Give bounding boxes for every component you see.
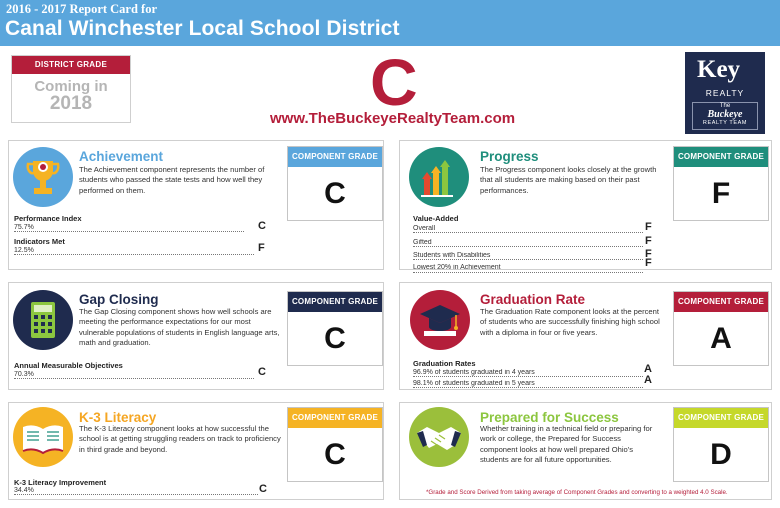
growth-chart-icon bbox=[409, 147, 469, 207]
graduation-grade-label: COMPONENT GRADE bbox=[674, 292, 768, 312]
graduation-grade-box bbox=[673, 291, 769, 366]
literacy-improvement-title: K-3 Literacy Improvement bbox=[14, 478, 107, 487]
literacy-grade-label: COMPONENT GRADE bbox=[288, 408, 382, 428]
prepared-section bbox=[399, 402, 772, 500]
district-grade-coming: Coming in bbox=[34, 78, 108, 95]
amo-title: Annual Measurable Objectives bbox=[14, 361, 123, 370]
value-added-overall-grade: F bbox=[645, 221, 652, 233]
district-grade-label: DISTRICT GRADE bbox=[12, 56, 130, 74]
literacy-grade-box bbox=[287, 407, 383, 482]
literacy-grade: C bbox=[324, 438, 346, 471]
graduation-4yr-grade: A bbox=[644, 363, 652, 375]
literacy-improvement-value: 34.4% bbox=[14, 487, 258, 495]
logo-realty-text: REALTY bbox=[705, 88, 745, 98]
achievement-title: Achievement bbox=[79, 149, 164, 164]
gap-closing-grade-label: COMPONENT GRADE bbox=[288, 292, 382, 312]
value-added-disabilities-grade: F bbox=[645, 248, 652, 260]
value-added-lowest20-grade: F bbox=[645, 257, 652, 269]
overall-grade: C bbox=[370, 45, 418, 119]
gap-closing-grade-box bbox=[287, 291, 383, 366]
indicators-met-value: 12.5% bbox=[14, 247, 254, 255]
value-added-lowest20: Lowest 20% in Achievement bbox=[413, 264, 643, 273]
footnote: *Grade and Score Derived from taking average of Component Grades and converting to a weighted 4.0 Scale. bbox=[426, 489, 728, 496]
perf-index-value: 75.7% bbox=[14, 224, 244, 232]
gap-closing-section bbox=[8, 282, 384, 390]
district-name: Canal Winchester Local School District bbox=[5, 17, 400, 40]
prepared-desc: Whether training in a technical field or preparing for work or college, the Prepared for Success component looks at how well prepared Ohio's students are for all future opportunities. bbox=[480, 424, 653, 464]
achievement-grade: C bbox=[324, 177, 346, 210]
logo-key-text: Key bbox=[697, 56, 741, 83]
indicators-met-grade: F bbox=[258, 242, 265, 254]
key-realty-logo bbox=[685, 52, 765, 134]
open-book-icon bbox=[13, 407, 73, 467]
district-grade-box bbox=[11, 55, 131, 123]
logo-badge-top: The bbox=[719, 103, 731, 109]
progress-grade-box bbox=[673, 146, 769, 221]
progress-grade: F bbox=[711, 177, 731, 210]
achievement-grade-label: COMPONENT GRADE bbox=[288, 147, 382, 167]
prepared-grade: D bbox=[710, 438, 732, 471]
literacy-desc: The K-3 Literacy component looks at how successful the school is at getting struggling readers on track to proficiency in third grade and beyond. bbox=[79, 424, 281, 454]
progress-section bbox=[399, 140, 772, 270]
amo-grade: C bbox=[258, 366, 266, 378]
website-link[interactable]: www.TheBuckeyeRealtyTeam.com bbox=[270, 110, 516, 127]
graduation-grade: A bbox=[710, 322, 732, 355]
value-added-gifted-grade: F bbox=[645, 235, 652, 247]
progress-desc: The Progress component looks closely at the growth that all students are making based on their past performances. bbox=[480, 165, 657, 195]
literacy-improvement-grade: C bbox=[259, 483, 267, 495]
graduation-title: Graduation Rate bbox=[480, 292, 586, 307]
report-header bbox=[0, 0, 780, 46]
prepared-grade-label: COMPONENT GRADE bbox=[674, 408, 768, 428]
graduation-rates-title: Graduation Rates bbox=[413, 359, 476, 368]
handshake-icon bbox=[409, 407, 469, 467]
graduation-cap-icon bbox=[410, 290, 470, 350]
literacy-title: K-3 Literacy bbox=[79, 410, 157, 425]
literacy-section bbox=[8, 402, 384, 500]
value-added-overall: Overall bbox=[413, 225, 643, 233]
gap-closing-title: Gap Closing bbox=[79, 292, 159, 307]
prepared-grade-box bbox=[673, 407, 769, 482]
graduation-4yr: 96.9% of students graduated in 4 years bbox=[413, 369, 643, 377]
logo-buckeye-badge bbox=[692, 102, 758, 130]
value-added-title: Value-Added bbox=[413, 214, 459, 223]
logo-badge-mid: Buckeye bbox=[707, 109, 743, 120]
progress-title: Progress bbox=[480, 149, 539, 164]
district-grade-year: 2018 bbox=[49, 93, 93, 114]
value-added-disabilities: Students with Disabilities bbox=[413, 252, 643, 260]
report-year: 2016 - 2017 Report Card for bbox=[6, 2, 158, 16]
achievement-section bbox=[8, 140, 384, 270]
perf-index-title: Performance Index bbox=[14, 214, 82, 223]
achievement-desc: The Achievement component represents the number of students who passed the state tests and how well they performed on them. bbox=[79, 165, 265, 195]
graduation-5yr: 98.1% of students graduated in 5 years bbox=[413, 380, 643, 388]
graduation-5yr-grade: A bbox=[644, 374, 652, 386]
trophy-icon bbox=[13, 147, 73, 207]
graduation-desc: The Graduation Rate component looks at the percent of students who are successfully finishing high school with a diploma in four or five years. bbox=[480, 307, 660, 337]
gap-closing-grade: C bbox=[324, 322, 346, 355]
perf-index-grade: C bbox=[258, 220, 266, 232]
value-added-gifted: Gifted bbox=[413, 239, 643, 247]
progress-grade-label: COMPONENT GRADE bbox=[674, 147, 768, 167]
calculator-icon bbox=[13, 290, 73, 350]
logo-badge-bot: REALTY TEAM bbox=[702, 120, 748, 126]
indicators-met-title: Indicators Met bbox=[14, 237, 65, 246]
amo-value: 70.3% bbox=[14, 371, 254, 379]
graduation-section bbox=[399, 282, 772, 390]
achievement-grade-box bbox=[287, 146, 383, 221]
prepared-title: Prepared for Success bbox=[480, 410, 619, 425]
gap-closing-desc: The Gap Closing component shows how well schools are meeting the performance expectations for our most vulnerable populations of students in English language arts, math and graduation. bbox=[79, 307, 280, 347]
